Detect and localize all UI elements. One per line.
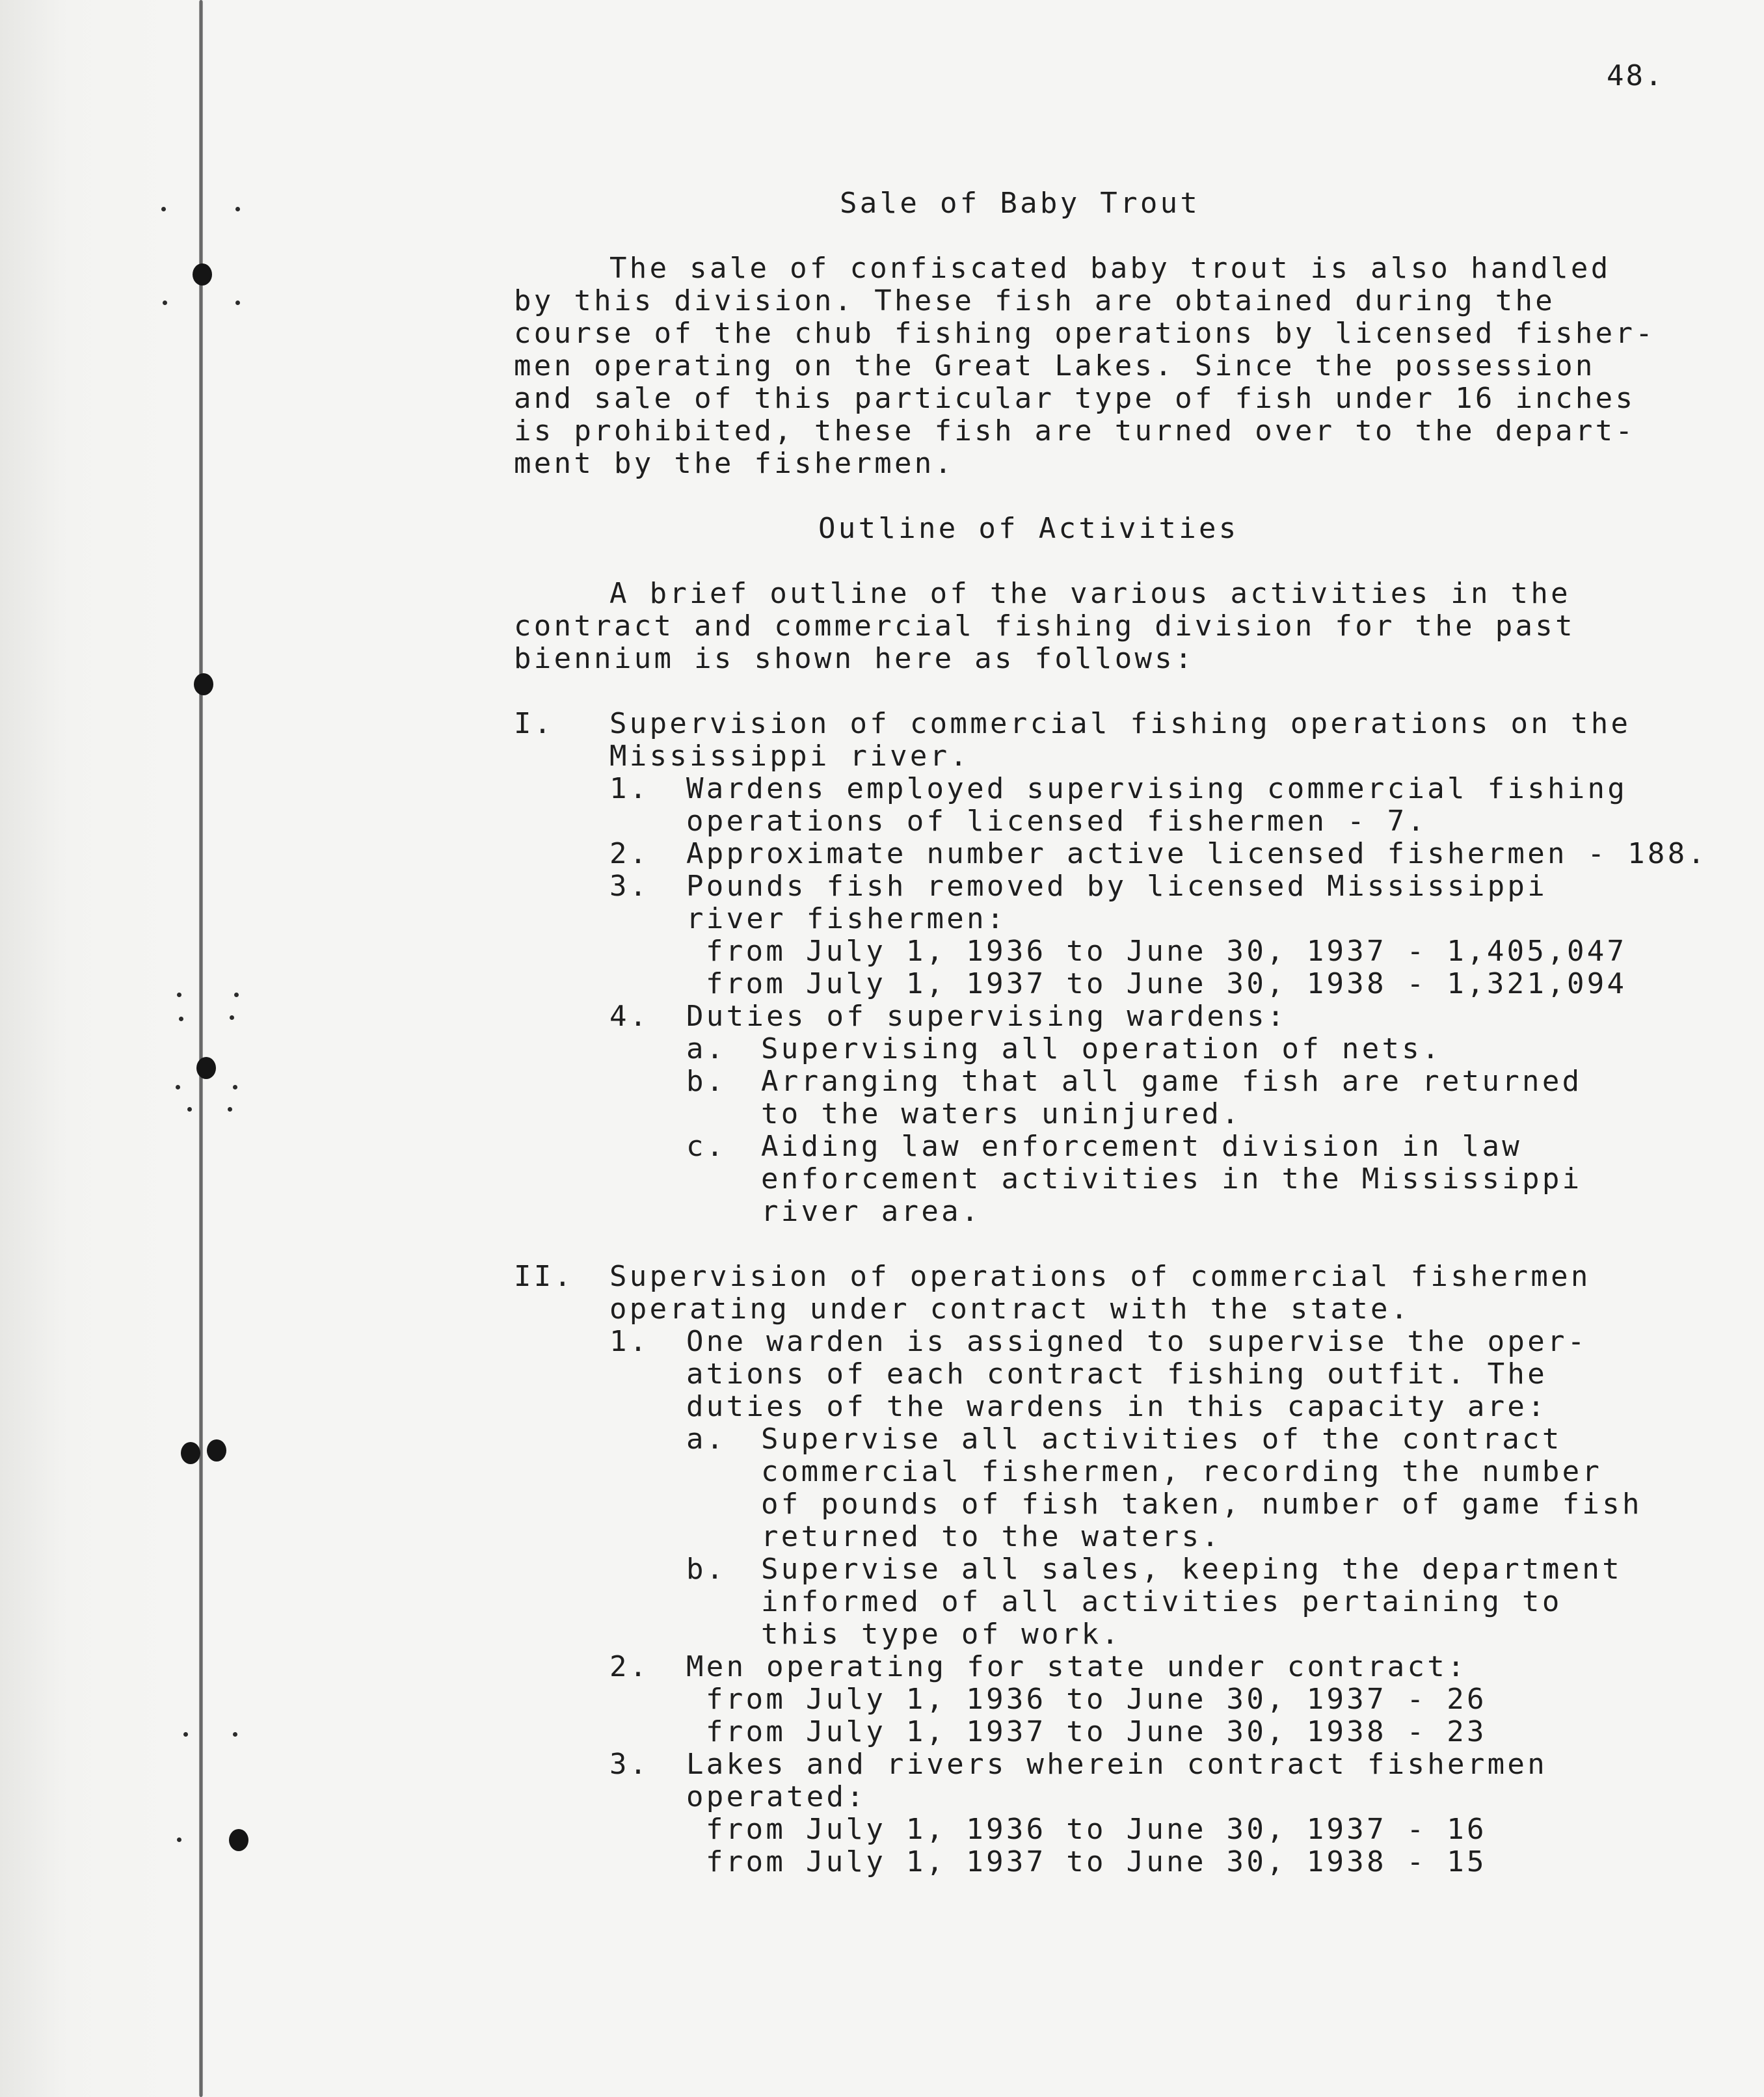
date-range-line: from July 1, 1936 to June 30, 1937 - 1,405,047 <box>706 935 1627 968</box>
page-edge-shadow <box>0 0 169 2097</box>
section-heading-outline-of-activities: Outline of Activities <box>818 512 1239 545</box>
paper-speck <box>235 207 240 211</box>
sub-item-line: Arranging that all game fish are returned <box>761 1065 1583 1098</box>
date-range-line: from July 1, 1937 to June 30, 1938 - 1,321,094 <box>706 967 1627 1000</box>
sub-item-line: to the waters uninjured. <box>761 1097 1242 1130</box>
paper-speck <box>176 1085 180 1089</box>
paper-speck <box>235 301 240 305</box>
paragraph-line: contract and commercial fishing division for the past <box>514 609 1575 643</box>
sub-item-line: Supervise all sales, keeping the department <box>761 1553 1622 1586</box>
sub-item-line: commercial fishermen, recording the number <box>761 1455 1603 1488</box>
outline-numeral: II. <box>514 1260 574 1293</box>
binding-hole <box>196 1057 216 1079</box>
paper-speck <box>233 1732 237 1737</box>
date-range-line: from July 1, 1936 to June 30, 1937 - 16 <box>706 1813 1487 1846</box>
paper-speck <box>163 301 167 305</box>
paper-speck <box>234 993 239 997</box>
sub-item-line: Supervising all operation of nets. <box>761 1032 1442 1065</box>
binding-hole <box>181 1442 200 1464</box>
item-number: 2. <box>609 1650 650 1683</box>
paragraph-line: by this division. These fish are obtained during the <box>514 284 1556 317</box>
paragraph-line: A brief outline of the various activities in the <box>609 577 1571 610</box>
item-line: One warden is assigned to supervise the oper- <box>686 1325 1588 1358</box>
paragraph-line: and sale of this particular type of fish under 16 inches <box>514 382 1636 415</box>
binding-hole <box>193 263 212 286</box>
item-number: 4. <box>609 1000 650 1033</box>
item-number: 1. <box>609 772 650 805</box>
paragraph-line: The sale of confiscated baby trout is also handled <box>609 252 1611 285</box>
item-line: operated: <box>686 1780 867 1813</box>
paper-speck <box>177 1837 181 1842</box>
paper-speck <box>161 207 166 211</box>
sub-item-line: Supervise all activities of the contract <box>761 1422 1562 1456</box>
item-line: Pounds fish removed by licensed Mississippi <box>686 870 1547 903</box>
outline-numeral: I. <box>514 707 554 740</box>
binding-hole <box>207 1439 226 1462</box>
date-range-line: from July 1, 1937 to June 30, 1938 - 15 <box>706 1845 1487 1878</box>
paragraph-line: is prohibited, these fish are turned over to the depart- <box>514 414 1636 447</box>
paper-speck <box>228 1107 232 1112</box>
outline-line: operating under contract with the state. <box>609 1292 1411 1326</box>
item-line: Men operating for state under contract: <box>686 1650 1467 1683</box>
paragraph-line: men operating on the Great Lakes. Since the possession <box>514 349 1596 382</box>
sub-item-line: of pounds of fish taken, number of game fish <box>761 1488 1642 1521</box>
section-heading-sale-of-baby-trout: Sale of Baby Trout <box>840 187 1201 220</box>
date-range-line: from July 1, 1936 to June 30, 1937 - 26 <box>706 1683 1487 1716</box>
item-number: 1. <box>609 1325 650 1358</box>
item-number: 2. <box>609 837 650 870</box>
item-line: river fishermen: <box>686 902 1007 935</box>
sub-item-line: informed of all activities pertaining to <box>761 1585 1562 1618</box>
binding-hole <box>194 673 213 695</box>
date-range-line: from July 1, 1937 to June 30, 1938 - 23 <box>706 1715 1487 1748</box>
item-line: operations of licensed fishermen - 7. <box>686 805 1428 838</box>
paragraph-line: ment by the fishermen. <box>514 447 955 480</box>
paragraph-line: course of the chub fishing operations by licensed fisher- <box>514 317 1656 350</box>
paper-speck <box>177 993 181 997</box>
page-number: 48. <box>1607 59 1664 92</box>
paper-speck <box>187 1107 192 1112</box>
item-line: Lakes and rivers wherein contract fishermen <box>686 1748 1547 1781</box>
sub-item-line: this type of work. <box>761 1618 1122 1651</box>
item-line: Duties of supervising wardens: <box>686 1000 1287 1033</box>
item-number: 3. <box>609 870 650 903</box>
paper-speck <box>183 1732 188 1737</box>
item-line: Approximate number active licensed fishermen - 188. <box>686 837 1708 870</box>
sub-item-letter: c. <box>686 1130 727 1163</box>
item-line: duties of the wardens in this capacity are: <box>686 1390 1547 1423</box>
item-line: Wardens employed supervising commercial fishing <box>686 772 1628 805</box>
sub-item-letter: b. <box>686 1553 727 1586</box>
binding-hole <box>229 1829 248 1851</box>
sub-item-line: enforcement activities in the Mississippi <box>761 1162 1583 1195</box>
paper-speck <box>230 1015 234 1020</box>
sub-item-line: Aiding law enforcement division in law <box>761 1130 1523 1163</box>
binding-line <box>199 0 203 2097</box>
sub-item-letter: b. <box>686 1065 727 1098</box>
item-line: ations of each contract fishing outfit. The <box>686 1357 1547 1391</box>
sub-item-line: returned to the waters. <box>761 1520 1222 1553</box>
paragraph-line: biennium is shown here as follows: <box>514 642 1195 675</box>
paper-speck <box>233 1085 237 1089</box>
sub-item-letter: a. <box>686 1422 727 1456</box>
sub-item-letter: a. <box>686 1032 727 1065</box>
outline-line: Supervision of commercial fishing operations on the <box>609 707 1631 740</box>
item-number: 3. <box>609 1748 650 1781</box>
paper-speck <box>179 1017 183 1021</box>
outline-line: Mississippi river. <box>609 740 970 773</box>
sub-item-line: river area. <box>761 1195 982 1228</box>
outline-line: Supervision of operations of commercial fishermen <box>609 1260 1591 1293</box>
